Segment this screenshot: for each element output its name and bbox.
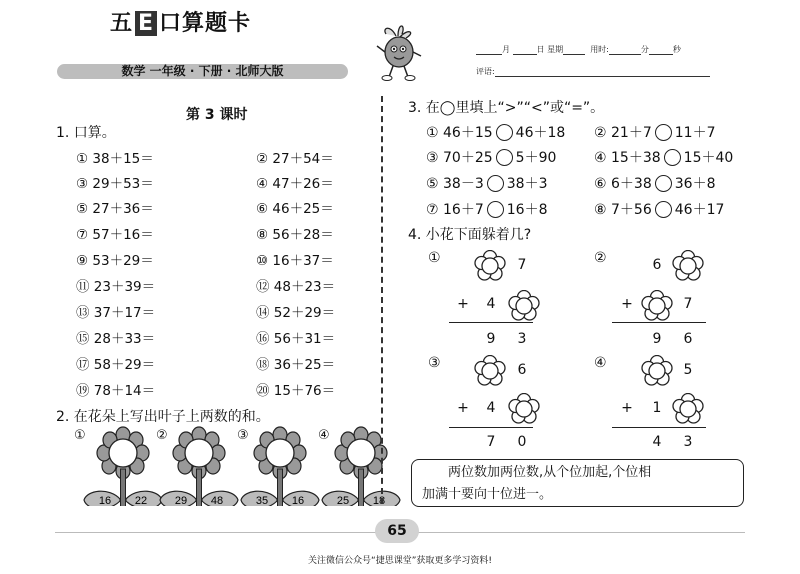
math-problem: ⑮ 28＋33＝ xyxy=(76,331,156,347)
seconds-blank[interactable] xyxy=(649,46,673,55)
math-problem: ⑰ 58＋29＝ xyxy=(76,357,156,373)
lesson-title: 第 3 课时 xyxy=(186,107,248,123)
flower-leaf-icon xyxy=(80,426,166,506)
weekday-blank[interactable] xyxy=(563,46,585,55)
math-problem: ⑬ 37＋17＝ xyxy=(76,305,156,321)
flower-leaf-icon xyxy=(318,426,404,506)
minutes-blank[interactable] xyxy=(609,46,641,55)
flower-leaf-icon xyxy=(237,426,323,506)
compare-item: ① 46＋15 46＋18 xyxy=(426,125,566,141)
column-divider xyxy=(381,96,383,504)
math-problem: ⑧ 56＋28＝ xyxy=(256,227,334,243)
math-problem: ⑭ 52＋29＝ xyxy=(256,305,336,321)
compare-item: ⑥ 6＋38 36＋8 xyxy=(594,176,716,192)
comment-blank[interactable] xyxy=(495,68,710,77)
math-problem: ⑪ 23＋39＝ xyxy=(76,279,156,295)
leaf-number: 22 xyxy=(134,495,148,506)
flower-icon xyxy=(672,250,704,282)
leaf-number: 16 xyxy=(291,495,305,506)
compare-item: ⑧ 7＋56 46＋17 xyxy=(594,202,725,218)
comment-line: 评语: xyxy=(476,66,710,77)
math-problem: ① 38＋15＝ xyxy=(76,151,154,167)
math-problem: ② 27＋54＝ xyxy=(256,151,334,167)
flower-icon xyxy=(508,290,540,322)
math-problem: ⑲ 78＋14＝ xyxy=(76,383,156,399)
section1-title: 1. 口算。 xyxy=(56,125,116,141)
math-problem: ④ 47＋26＝ xyxy=(256,176,334,192)
compare-item: ⑦ 16＋7 16＋8 xyxy=(426,202,548,218)
date-line: 月 日 星期 用时: 分 秒 xyxy=(476,44,681,55)
footer-text: 关注微信公众号“捷思课堂”获取更多学习资料! xyxy=(308,556,492,566)
answer-circle[interactable] xyxy=(655,201,672,218)
leaf-number: 29 xyxy=(174,495,188,506)
leaf-number: 35 xyxy=(255,495,269,506)
flower-icon xyxy=(641,290,673,322)
worksheet-title: 五 E 口算题卡 xyxy=(110,11,252,36)
leaf-number: 25 xyxy=(336,495,350,506)
math-problem: ⑨ 53＋29＝ xyxy=(76,253,154,269)
math-problem: ⑫ 48＋23＝ xyxy=(256,279,336,295)
title-letter-e: E xyxy=(135,11,157,36)
radish-mascot-icon xyxy=(372,22,424,82)
compare-item: ② 21＋7 11＋7 xyxy=(594,125,716,141)
answer-circle[interactable] xyxy=(655,124,672,141)
answer-circle[interactable] xyxy=(496,149,513,166)
compare-item: ⑤ 38－3 38＋3 xyxy=(426,176,548,192)
answer-circle[interactable] xyxy=(487,175,504,192)
leaf-number: 18 xyxy=(372,495,386,506)
answer-circle[interactable] xyxy=(487,201,504,218)
compare-item: ③ 70＋25 5＋90 xyxy=(426,150,557,166)
math-problem: ⑳ 15＋76＝ xyxy=(256,383,336,399)
math-problem: ⑦ 57＋16＝ xyxy=(76,227,154,243)
flower-icon xyxy=(508,393,540,425)
math-problem: ⑤ 27＋36＝ xyxy=(76,201,154,217)
flower-icon xyxy=(474,250,506,282)
math-problem: ⑱ 36＋25＝ xyxy=(256,357,336,373)
section2-title: 2. 在花朵上写出叶子上两数的和。 xyxy=(56,409,270,425)
compare-item: ④ 15＋38 15＋40 xyxy=(594,150,734,166)
page-number: 65 xyxy=(375,519,419,543)
leaf-number: 16 xyxy=(98,495,112,506)
answer-circle[interactable] xyxy=(655,175,672,192)
day-blank[interactable] xyxy=(513,46,537,55)
answer-circle[interactable] xyxy=(496,124,513,141)
math-problem: ⑥ 46＋25＝ xyxy=(256,201,334,217)
flower-leaf-icon xyxy=(156,426,242,506)
flower-icon xyxy=(672,393,704,425)
subject-banner: 数学 一年级 · 下册 · 北师大版 xyxy=(57,64,348,79)
section4-title: 4. 小花下面躲着几? xyxy=(408,227,532,243)
section3-title: 3. 在◯里填上“>”“<”或“=”。 xyxy=(408,100,605,116)
flower-icon xyxy=(474,355,506,387)
math-problem: ③ 29＋53＝ xyxy=(76,176,154,192)
month-blank[interactable] xyxy=(476,46,502,55)
tip-box: 两位数加两位数,从个位加起,个位相 加满十要向十位进一。 xyxy=(411,459,744,507)
math-problem: ⑯ 56＋31＝ xyxy=(256,331,336,347)
leaf-number: 48 xyxy=(210,495,224,506)
flower-icon xyxy=(641,355,673,387)
answer-circle[interactable] xyxy=(664,149,681,166)
math-problem: ⑩ 16＋37＝ xyxy=(256,253,334,269)
